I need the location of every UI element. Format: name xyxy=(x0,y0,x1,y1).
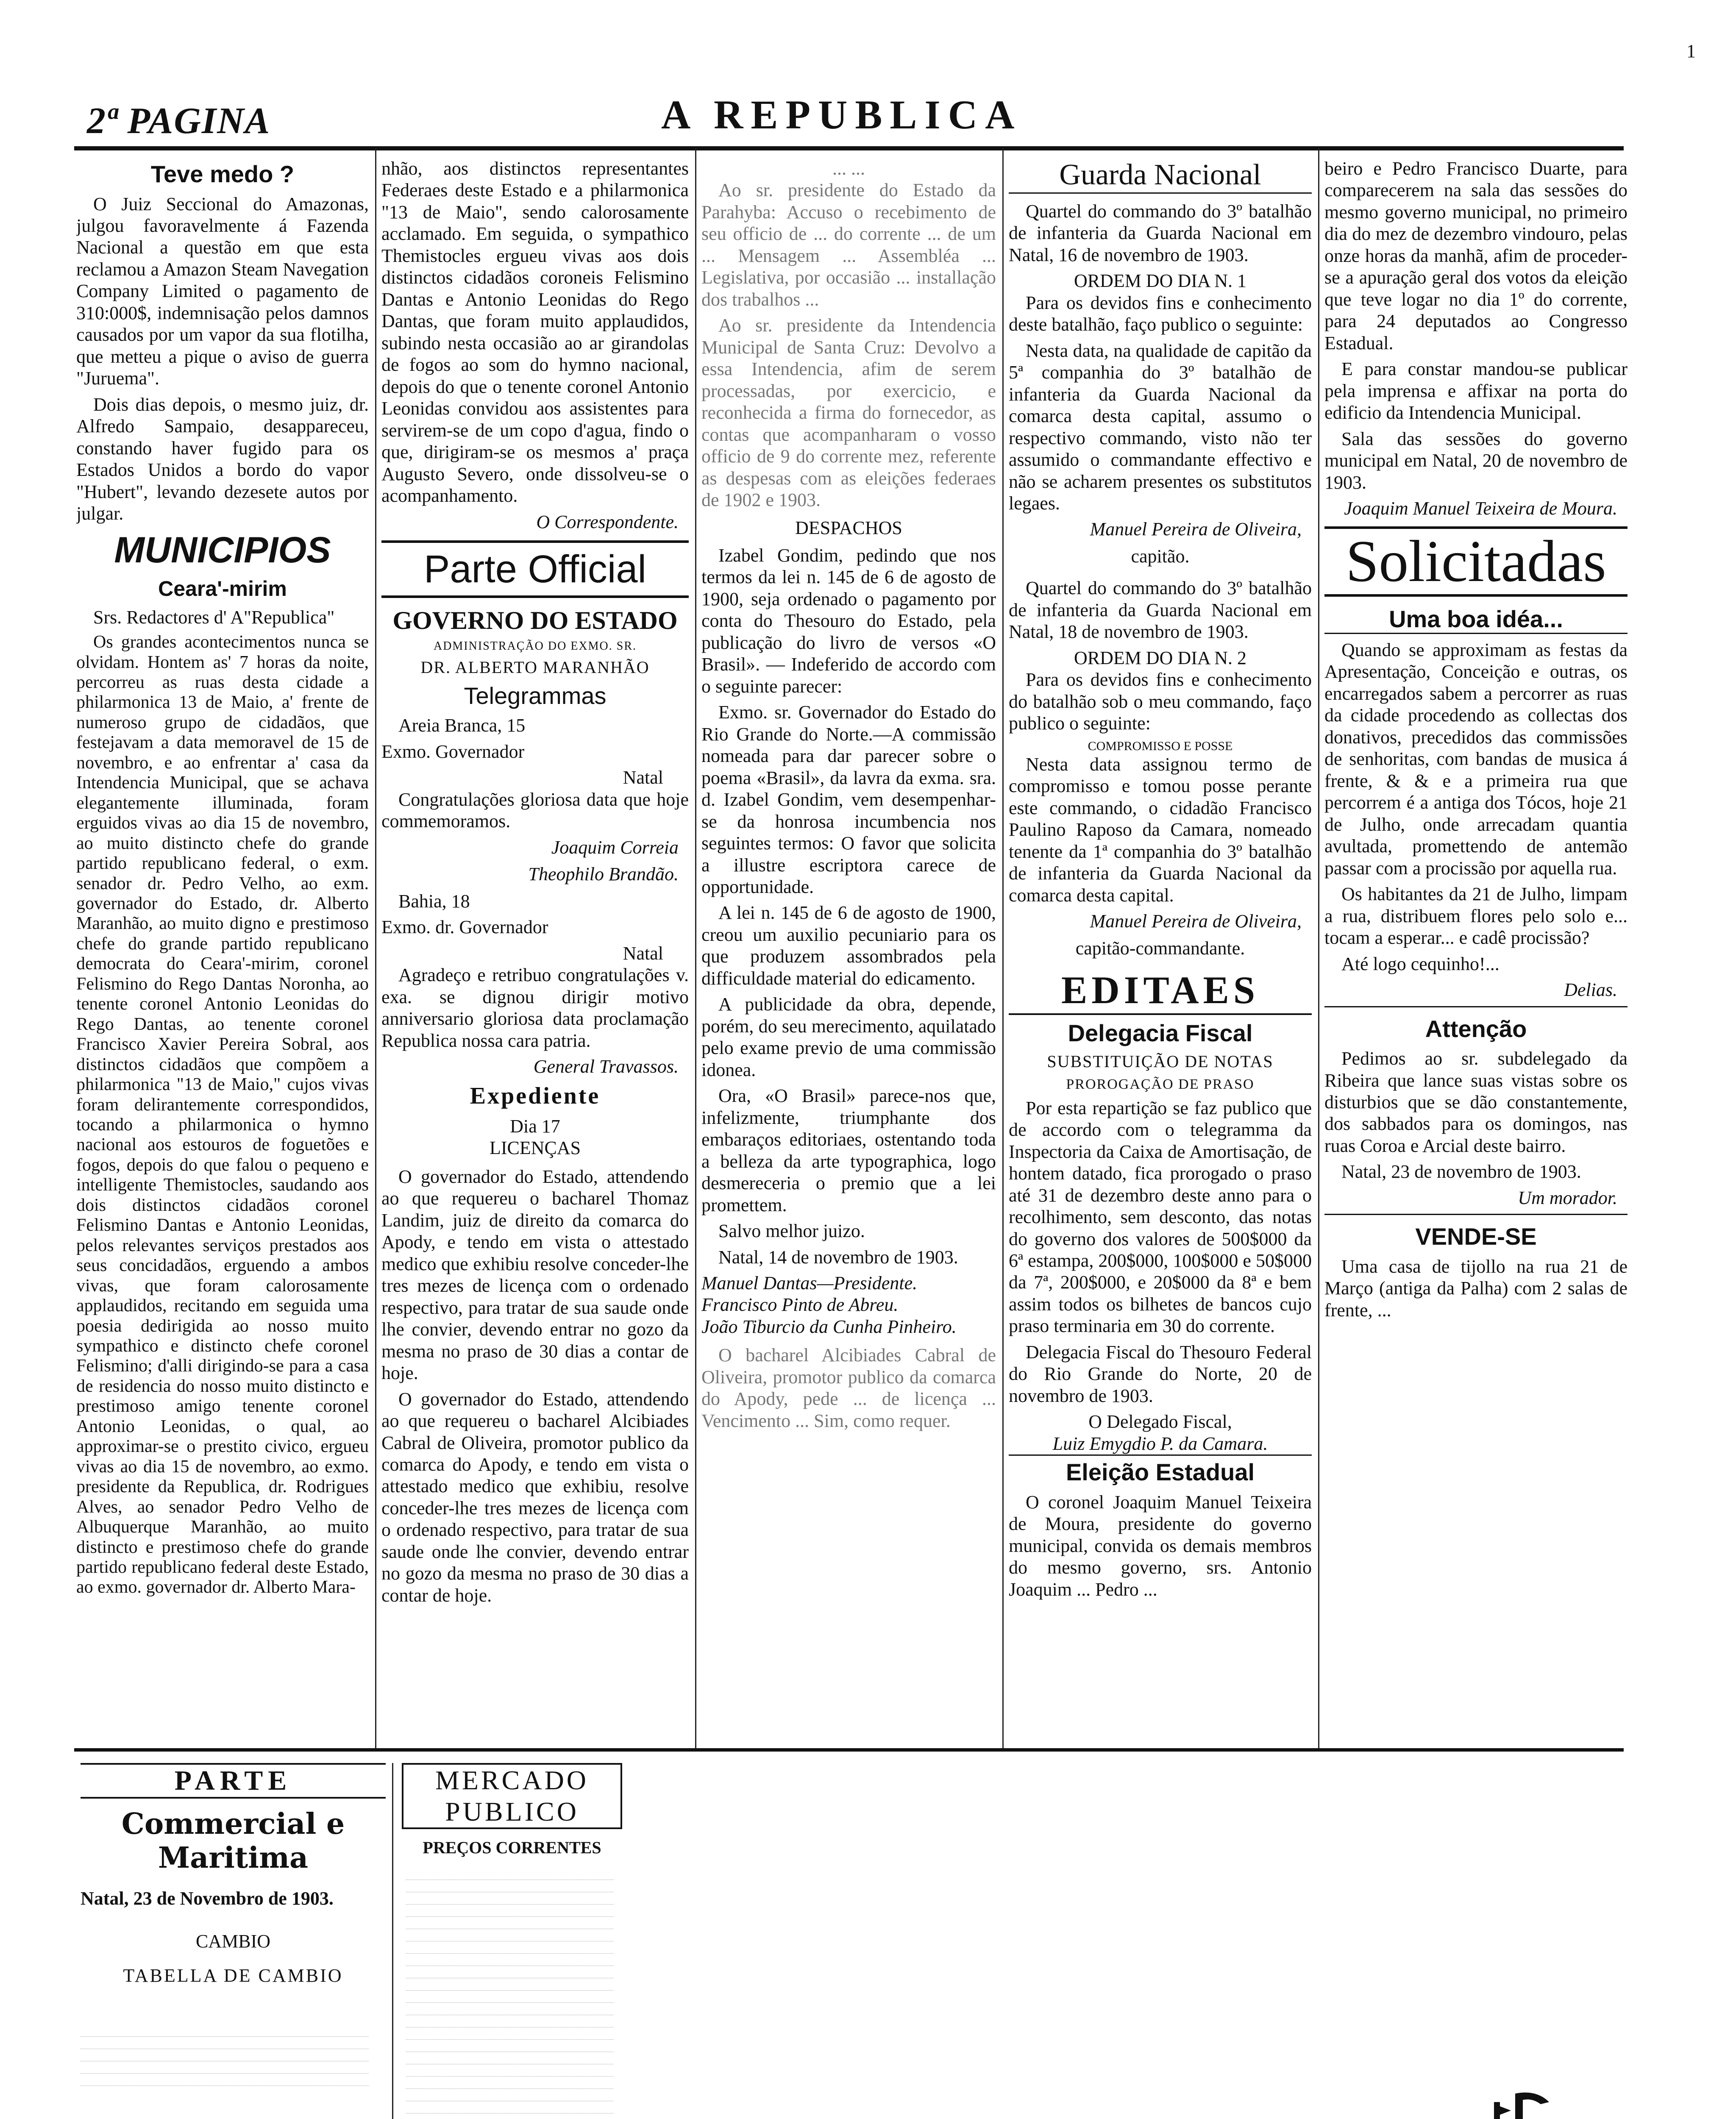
commercial-heading: Commercial e Maritima xyxy=(121,1807,345,1875)
compromisso-label: COMPROMISSO E POSSE xyxy=(1088,739,1233,753)
article-paragraph: Natal, 23 de novembro de 1903. xyxy=(1341,1161,1581,1182)
article-paragraph: Uma casa de tijollo na rua 21 de Março (antiga da Palha) com 2 salas de frente, ... xyxy=(1324,1256,1628,1321)
signature: Manuel Pereira de Oliveira, xyxy=(1090,911,1302,932)
governo-heading: GOVERNO DO ESTADO xyxy=(392,606,678,635)
ordem-heading: ORDEM DO DIA N. 1 xyxy=(1074,270,1246,292)
table-row xyxy=(406,1966,614,1978)
column-divider xyxy=(1318,148,1319,1748)
substituicao-label: SUBSTITUIÇÃO DE NOTAS xyxy=(1047,1052,1274,1071)
article-paragraph: Quartel do commando do 3º batalhão de infanteria da Guarda Nacional em Natal, 16 de novembro de 1903. xyxy=(1009,200,1312,265)
precos-heading: PREÇOS CORRENTES xyxy=(423,1838,601,1857)
article-paragraph: Para os devidos fins e conhecimento deste batalhão, faço publico o seguinte: xyxy=(1009,292,1312,335)
date-line: Natal, 23 de Novembro de 1903. xyxy=(81,1888,334,1909)
column-1 xyxy=(76,158,369,1745)
attencao-heading: Attenção xyxy=(1324,1006,1628,1043)
table-row xyxy=(406,1880,614,1892)
table-row xyxy=(406,1917,614,1929)
article-paragraph: Ao sr. presidente do Estado da Parahyba: Accuso o recebimento de seu officio de ... do corrente ... de um ... Mensagem ... Assembléa ... Legislativa, por occasião ... installação dos trabalhos ... xyxy=(701,180,996,310)
section-title-parte-official: Parte Official xyxy=(381,540,689,598)
signature: João Tiburcio da Cunha Pinheiro. xyxy=(701,1316,957,1337)
table-row xyxy=(406,1892,614,1905)
article-paragraph: Exmo. sr. Governador do Estado do Rio Grande do Norte.—A commissão nomeada para dar parecer sobre o poema «Brasil», da lavra da exma. sra. d. Izabel Gondim, vem desempenhar-se da honrosa incumbencia nos seguintes termos: O favor que solicita a illustre escriptora carece de opportunidade. xyxy=(701,702,996,897)
table-row xyxy=(406,1941,614,1954)
section-title-municipios: MUNICIPIOS xyxy=(114,529,331,570)
column-divider xyxy=(695,148,696,1748)
signature: Manuel Dantas—Presidente. xyxy=(701,1272,918,1293)
article-paragraph: O bacharel Alcibiades Cabral de Oliveira, promotor publico da comarca do Apody, pede ... de licença ... Vencimento ... Sim, como requer. xyxy=(701,1345,996,1431)
column-divider xyxy=(375,148,376,1748)
delegacia-heading: Delegacia Fiscal xyxy=(1068,1019,1253,1046)
table-row xyxy=(406,2052,614,2064)
signature: capitão-commandante. xyxy=(1075,937,1245,959)
article-paragraph: beiro e Pedro Francisco Duarte, para comparecerem na sala das sessões do mesmo governo municipal, no primeiro dia do mez de dezembro vindouro, pelas onze horas da manhã, afim de proceder-se a apuração geral dos votos da eleição que teve logar no dia 1º do corrente, para 24 deputados ao Congresso Estadual. xyxy=(1324,158,1628,353)
page-mark: 1 xyxy=(1686,41,1696,61)
commercial-column xyxy=(81,1763,386,2109)
signature: Luiz Emygdio P. da Camara. xyxy=(1009,1433,1312,1456)
signature: capitão. xyxy=(1131,545,1190,567)
table-row xyxy=(406,2040,614,2052)
newspaper-title: A REPUBLICA xyxy=(661,92,1022,137)
eleicao-heading: Eleição Estadual xyxy=(1066,1459,1255,1486)
table-row xyxy=(406,2003,614,2015)
table-row xyxy=(406,1905,614,1917)
article-paragraph: Sala das sessões do governo municipal em Natal, 20 de novembro de 1903. xyxy=(1324,428,1628,493)
column-divider xyxy=(1002,148,1004,1748)
signature: O Delegado Fiscal, xyxy=(1088,1411,1232,1432)
exchange-rows xyxy=(81,2024,386,2109)
column-3 xyxy=(701,158,996,1745)
parte-heading: PARTE xyxy=(81,1763,386,1799)
tel-city: Natal xyxy=(623,943,663,964)
article-paragraph: O governador do Estado, attendendo ao que requereu o bacharel Alcibiades Cabral de Oliveira, promotor publico da comarca do Apody, e tendo em vista o attestado medico que exhibiu, resolve conceder-lhe tres mezes de licença com o ordenado respectivo, para tratar de sua saude onde lhe convier, devendo entrar no gozo da mesma no praso de 30 dias a contar de hoje. xyxy=(381,1388,689,1606)
table-row xyxy=(406,2015,614,2027)
mercado-heading: MERCADO PUBLICO xyxy=(402,1763,622,1829)
table-row xyxy=(81,2049,369,2061)
table-row xyxy=(406,1868,614,1880)
article-paragraph: Nesta data assignou termo de compromisso e tomou posse perante este commando, o cidadão Francisco Paulino Raposo da Camara, nomeado tenente da 1ª companhia do 3º batalhão de infanteria da Guarda Nacional da comarca desta capital. xyxy=(1009,754,1312,906)
ordem-heading: ORDEM DO DIA N. 2 xyxy=(1074,647,1246,668)
article-paragraph: Os habitantes da 21 de Julho, limpam a rua, distribuem flores pelo solo e... tocam a esperar... e cadê procissão? xyxy=(1324,884,1628,948)
column-4 xyxy=(1009,158,1312,1745)
salutation: Srs. Redactores d' A"Republica" xyxy=(93,606,335,628)
mercado-column xyxy=(392,1763,631,2119)
expediente-heading: Expediente xyxy=(470,1083,601,1110)
date-line: Dia 17 xyxy=(510,1115,560,1137)
tel-place: Bahia, 18 xyxy=(398,890,470,912)
price-list xyxy=(393,1868,631,2119)
tel-city: Natal xyxy=(623,767,663,788)
vende-se-heading: VENDE-SE xyxy=(1324,1214,1628,1251)
tel-text: Agradeço e retribuo congratulações v. exa. se dignou dirigir motivo anniversario gloriosa data proclamação Republica nossa cara patria. xyxy=(381,965,689,1051)
tel-text: Congratulações gloriosa data que hoje commemoramos. xyxy=(381,789,689,832)
despachos-heading: DESPACHOS xyxy=(795,517,902,538)
table-row xyxy=(406,2077,614,2089)
page-label: 2ª PAGINA xyxy=(87,100,271,142)
article-paragraph: Nesta data, na qualidade de capitão da 5ª companhia do 3º batalhão de infanteria da Guarda Nacional da comarca desta capital, assumo o respectivo commando, visto não ter assumido o commandante effectivo e não se acharem presentes os substitutos legaes. xyxy=(1009,340,1312,514)
cambio-heading: CAMBIO xyxy=(195,1931,271,1952)
table-row xyxy=(406,2064,614,2077)
article-paragraph: Ora, «O Brasil» parece-nos que, infelizmente, triumphante dos embaraços editoriaes, ostentando toda a belleza da arte typographica, logo desmereceria o premio que a lei promettem. xyxy=(701,1085,996,1215)
signature: Um morador. xyxy=(1518,1187,1617,1208)
article-paragraph: O coronel Joaquim Manuel Teixeira de Moura, presidente do governo municipal, convida os demais membros do mesmo governo, srs. Antonio Joaquim ... Pedro ... xyxy=(1009,1491,1312,1600)
signature: Francisco Pinto de Abreu. xyxy=(701,1294,899,1315)
table-row xyxy=(406,2113,614,2119)
guarda-nacional-heading: Guarda Nacional xyxy=(1009,158,1312,194)
signature: General Travassos. xyxy=(533,1056,679,1077)
signature: Delias. xyxy=(1564,979,1617,1001)
article-paragraph: Salvo melhor juizo. xyxy=(718,1221,865,1242)
signature: O Correspondente. xyxy=(536,511,679,532)
telegrammas-heading: Telegrammas xyxy=(464,682,606,709)
table-row xyxy=(81,2024,369,2037)
article-paragraph: E para constar mandou-se publicar pela imprensa e affixar na porta do edificio da Intendencia Municipal. xyxy=(1324,359,1628,423)
table-row xyxy=(406,2027,614,2040)
section-rule xyxy=(74,1748,1624,1752)
signature: Joaquim Manuel Teixeira de Moura. xyxy=(1344,498,1617,519)
editaes-heading: EDITAES xyxy=(1009,968,1312,1015)
signature: Theophilo Brandão. xyxy=(528,864,679,885)
article-paragraph: Para os devidos fins e conhecimento do batalhão sob o meu commando, faço publico o seguinte: xyxy=(1009,669,1312,734)
table-row xyxy=(81,2037,369,2049)
article-paragraph: Os grandes acontecimentos nunca se olvidam. Hontem as' 7 horas da noite, percorreu as ruas desta cidade a philarmonica 13 de Maio, a' frente de numeroso grupo de cidadãos, que festejavam a data memoravel de 15 de novembro, e ao enfrentar a' casa da Intendencia Municipal, que se achava elegantemente illuminada, foram erguidos vivas ao dia 15 de novembro, ao muito distincto chefe do grande partido republicano federal, o exm. senador dr. Pedro Velho, ao exm. governador do Estado, dr. Alberto Maranhão, ao muito digno e prestimoso chefe do grande partido republicano democrata do Ceara'-mirim, coronel Felismino do Rego Dantas Noronha, ao tenente coronel Antonio Leonidas do Rego Dantas, ao tenente coronel Francisco Xavier Pereira Sobral, aos distinctos cidadãos que compõem a philarmonica "13 de Maio," cujos vivas foram delirantemente correspondidos, tocando a philarmonica o hymno nacional aos estouros de foguetões e fogos, depois do que falou o pequeno e intelligente Themistocles, saudando aos dois distinctos cidadãos coronel Felismino Dantas e Antonio Leonidas, pelos relevantes serviços prestados aos seus concidadãos, erguendo a ambos vivas, que foram calorosamente applaudidos, recitando em seguida uma poesia dedirigida ao nosso muito sympathico e distincto chefe coronel Felismino; d'alli dirigindo-se para a casa de residencia do nosso muito distincto e prestimoso amigo tenente coronel Antonio Leonidas, o qual, ao approximar-se o prestito civico, ergueu vivas ao dia 15 de novembro, ao exmo. presidente da Republica, dr. Rodrigues Alves, ao senador Pedro Velho de Albuquerque Maranhão, ao muito distincto e prestimoso chefe do grande partido republicano federal deste Estado, ao exmo. governador dr. Alberto Mara- xyxy=(76,632,369,1597)
article-paragraph: Quartel do commando do 3º batalhão de infanteria da Guarda Nacional em Natal, 18 de novembro de 1903. xyxy=(1009,578,1312,642)
table-row xyxy=(406,1929,614,1941)
column-2 xyxy=(381,158,689,1745)
table-row xyxy=(406,2101,614,2113)
article-paragraph: A lei n. 145 de 6 de agosto de 1900, creou um auxilio pecuniario para os que produzem assombrados pela difficuldade material do edicamento. xyxy=(701,902,996,989)
prorogacao-label: PROROGAÇÃO DE PRASO xyxy=(1066,1076,1255,1092)
article-paragraph: nhão, aos distinctos representantes Federaes deste Estado e a philarmonica "13 de Maio", sendo calorosamente acclamado. Em seguida, o sympathico Themistocles ergueu vivas aos dois distinctos cidadãos coroneis Felismino Dantas e Antonio Leonidas do Rego Dantas, que foram muito applaudidos, subindo nesta occasião ao ar girandolas de fogos ao som do hymno nacional, depois do que o tenente coronel Antonio Leonidas convidou aos assistentes para servirem-se de um copo d'agua, findo o que, dirigiram-se os mesmos a' praça Augusto Severo, onde dissolveu-se o acompanhamento. xyxy=(381,158,689,506)
licencas-heading: LICENÇAS xyxy=(489,1137,581,1159)
article-paragraph: Dois dias depois, o mesmo juiz, dr. Alfredo Sampaio, desappareceu, constando haver fugido para os Estados Unidos a bordo do vapor "Hubert", levando dezesete autos por julgar. xyxy=(76,394,369,524)
administracao-label: ADMINISTRAÇÃO DO EXMO. SR. xyxy=(433,640,637,653)
tabella-heading: TABELLA DE CAMBIO xyxy=(123,1965,343,1986)
tel-to: Exmo. dr. Governador xyxy=(381,917,548,938)
signature: Joaquim Correia xyxy=(551,837,679,858)
article-title-teve-medo: Teve medo ? xyxy=(150,161,295,187)
column-5 xyxy=(1324,158,1628,1745)
ship-icon xyxy=(1464,2085,1562,2119)
article-paragraph: Natal, 14 de novembro de 1903. xyxy=(718,1246,958,1268)
article-paragraph: O Juiz Seccional do Amazonas, julgou favoravelmente á Fazenda Nacional a questão em que esta reclamou a Amazon Steam Navegation Company Limited o pagamento de 310:000$, indemnisação pelos damnos causados por um vapor da sua flotilha, que metteu a pique o aviso de guerra "Juruema". xyxy=(76,193,369,389)
article-paragraph: Delegacia Fiscal do Thesouro Federal do Rio Grande do Norte, 20 de novembro de 1903. xyxy=(1009,1341,1312,1406)
article-paragraph: O governador do Estado, attendendo ao que requereu o bacharel Thomaz Landim, juiz de direito da comarca do Apody, e tendo em vista o attestado medico que exhibiu resolve conceder-lhe tres mezes de licença com o ordenado respectivo, para tratar de sua saude onde lhe convier, devendo entrar no gozo da mesma no praso de 30 dias a contar de hoje. xyxy=(381,1166,689,1384)
article-paragraph: Quando se approximam as festas da Apresentação, Conceição e outras, os encarregados sabem a percorrer as ruas da cidade procedendo as collectas dos donativos, precedidos das commissões de senhoritas, com bandas de musica á frente, & & e a primeira rua que percorrem é a antiga dos Tócos, hoje 21 de Julho, onde arrecadam quantia avultada, promettendo de antemão passar com a procissão por aquella rua. xyxy=(1324,640,1628,879)
article-paragraph: Izabel Gondim, pedindo que nos termos da lei n. 145 de 6 de agosto de 1900, seja ordenado o pagamento por conta do Thesouro do Estado, pela publicação do livro de versos «O Brasil». — Indeferido de accordo com o seguinte parecer: xyxy=(701,545,996,697)
header-rule xyxy=(74,146,1624,150)
boa-ideia-heading: Uma boa idéa... xyxy=(1324,605,1628,634)
table-row xyxy=(406,2089,614,2101)
article-paragraph: Ao sr. presidente da Intendencia Municipal de Santa Cruz: Devolvo a essa Intendencia, afim de serem processadas, por exercicio, e reconhecida a firma do fornecedor, as contas que acompanharam o vosso officio de 9 do corrente mez, referente as despesas com as eleições federaes de 1902 e 1903. xyxy=(701,315,996,511)
solicitadas-heading: Solicitadas xyxy=(1324,526,1628,597)
table-row xyxy=(406,1954,614,1966)
article-paragraph: Até logo cequinho!... xyxy=(1341,953,1500,974)
section-heading: ... ... xyxy=(832,158,865,179)
table-row xyxy=(81,2061,369,2074)
tel-to: Exmo. Governador xyxy=(381,741,525,762)
governador-label: DR. ALBERTO MARANHÃO xyxy=(420,658,650,677)
article-paragraph: A publicidade da obra, depende, porém, do seu merecimento, aquilatado pelo exame previo de uma commissão idonea. xyxy=(701,994,996,1080)
signature: Manuel Pereira de Oliveira, xyxy=(1090,519,1302,540)
article-paragraph: Por esta repartição se faz publico que de accordo com o telegramma da Inspectoria da Caixa de Amortisação, de hontem datado, fica prorogado o praso até 31 de dezembro deste anno para o recolhimento, sem desconto, das notas do governo dos valores de 500$000 da 6ª estampa, 200$000, 100$000 e 50$000 da 7ª, 200$000, e 20$000 da 8ª e bem assim todos os bilhetes de bancos cujo praso terminaria em 30 do corrente. xyxy=(1009,1097,1312,1337)
table-row xyxy=(81,2074,369,2086)
article-paragraph: Pedimos ao sr. subdelegado da Ribeira que lance suas vistas sobre os disturbios que se dão constantemente, dos sabbados para os domingos, nas ruas Coroa e Arcial deste bairro. xyxy=(1324,1048,1628,1156)
tel-place: Areia Branca, 15 xyxy=(398,715,526,736)
table-row xyxy=(406,1991,614,2003)
section-subtitle: Ceara'-mirim xyxy=(158,577,287,601)
table-row xyxy=(406,1978,614,1991)
